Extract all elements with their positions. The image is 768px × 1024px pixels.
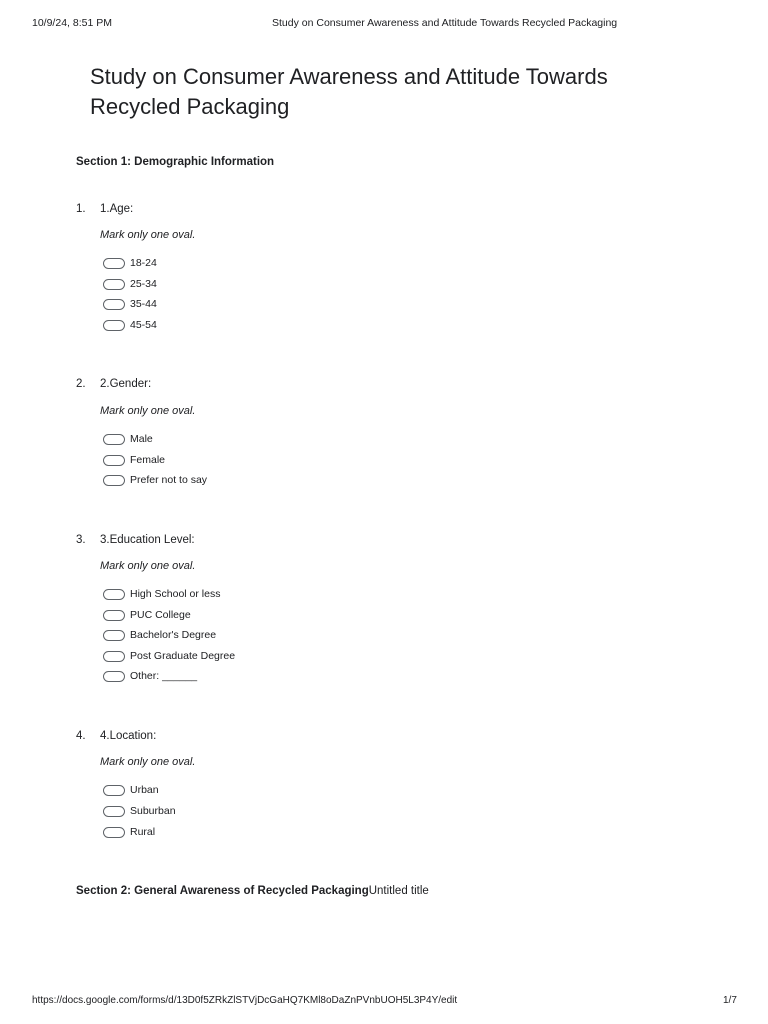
q3-option-2[interactable] xyxy=(103,608,191,622)
option-label: Rural xyxy=(130,826,156,838)
radio-oval[interactable] xyxy=(103,320,125,331)
question-3-text: 3.Education Level: xyxy=(100,534,195,546)
q1-option-4[interactable] xyxy=(103,318,157,332)
radio-oval[interactable] xyxy=(103,806,125,817)
question-2-hint: Mark only one oval. xyxy=(100,405,196,417)
q3-option-4[interactable] xyxy=(103,649,235,663)
q1-option-3[interactable] xyxy=(103,297,157,311)
radio-oval[interactable] xyxy=(103,258,125,269)
option-label: Other: ______ xyxy=(130,670,198,682)
question-4-number: 4. xyxy=(76,730,86,742)
print-datetime: 10/9/24, 8:51 PM xyxy=(32,17,112,29)
option-label: 35-44 xyxy=(130,298,157,310)
option-label: PUC College xyxy=(130,609,191,621)
q3-option-1[interactable] xyxy=(103,587,220,601)
radio-oval[interactable] xyxy=(103,299,125,310)
radio-oval[interactable] xyxy=(103,455,125,466)
page-number: 1/7 xyxy=(723,995,737,1006)
question-1-number: 1. xyxy=(76,203,86,215)
q1-option-1[interactable] xyxy=(103,256,157,270)
q2-option-3[interactable] xyxy=(103,473,207,487)
q2-option-2[interactable] xyxy=(103,453,165,467)
q3-option-3[interactable] xyxy=(103,628,216,642)
section-1-label: Section 1: Demographic Information xyxy=(76,156,275,168)
print-doc-title: Study on Consumer Awareness and Attitude Towards Recycled Packaging xyxy=(272,17,618,29)
option-label: Post Graduate Degree xyxy=(130,650,236,662)
option-label: Male xyxy=(130,433,153,445)
radio-oval[interactable] xyxy=(103,589,125,600)
q1-option-2[interactable] xyxy=(103,277,157,291)
option-label: High School or less xyxy=(130,588,221,600)
question-4-hint: Mark only one oval. xyxy=(100,756,196,768)
q3-option-other[interactable] xyxy=(103,669,197,683)
radio-oval[interactable] xyxy=(103,434,125,445)
section-1-heading xyxy=(76,156,274,168)
q4-option-3[interactable] xyxy=(103,825,155,839)
radio-oval[interactable] xyxy=(103,475,125,486)
option-label: Bachelor's Degree xyxy=(130,629,217,641)
section-2-label: Section 2: General Awareness of Recycled Packaging xyxy=(76,885,369,897)
q4-option-1[interactable] xyxy=(103,783,159,797)
question-1-hint: Mark only one oval. xyxy=(100,229,196,241)
question-4-text: 4.Location: xyxy=(100,730,157,742)
option-label: Suburban xyxy=(130,805,176,817)
radio-oval[interactable] xyxy=(103,827,125,838)
option-label: Prefer not to say xyxy=(130,474,208,486)
option-label: 18-24 xyxy=(130,257,157,269)
section-2-heading xyxy=(76,885,429,897)
question-3-number: 3. xyxy=(76,534,86,546)
radio-oval[interactable] xyxy=(103,671,125,682)
option-label: 45-54 xyxy=(130,319,157,331)
option-label: Urban xyxy=(130,784,159,796)
radio-oval[interactable] xyxy=(103,630,125,641)
question-3-hint: Mark only one oval. xyxy=(100,560,196,572)
q2-option-1[interactable] xyxy=(103,432,153,446)
q4-option-2[interactable] xyxy=(103,804,176,818)
question-2-text: 2.Gender: xyxy=(100,378,152,390)
radio-oval[interactable] xyxy=(103,785,125,796)
print-url: https://docs.google.com/forms/d/13D0f5ZRkZlSTVjDcGaHQ7KMl8oDaZnPVnbUOH5L3P4Y/edit xyxy=(32,995,458,1006)
radio-oval[interactable] xyxy=(103,279,125,290)
form-title: Study on Consumer Awareness and Attitude Towards Recycled Packaging xyxy=(90,64,608,119)
radio-oval[interactable] xyxy=(103,651,125,662)
radio-oval[interactable] xyxy=(103,610,125,621)
option-label: Female xyxy=(130,454,166,466)
section-2-suffix: Untitled title xyxy=(368,885,429,897)
question-2-number: 2. xyxy=(76,378,86,390)
question-1-text: 1.Age: xyxy=(100,203,134,215)
option-label: 25-34 xyxy=(130,278,157,290)
